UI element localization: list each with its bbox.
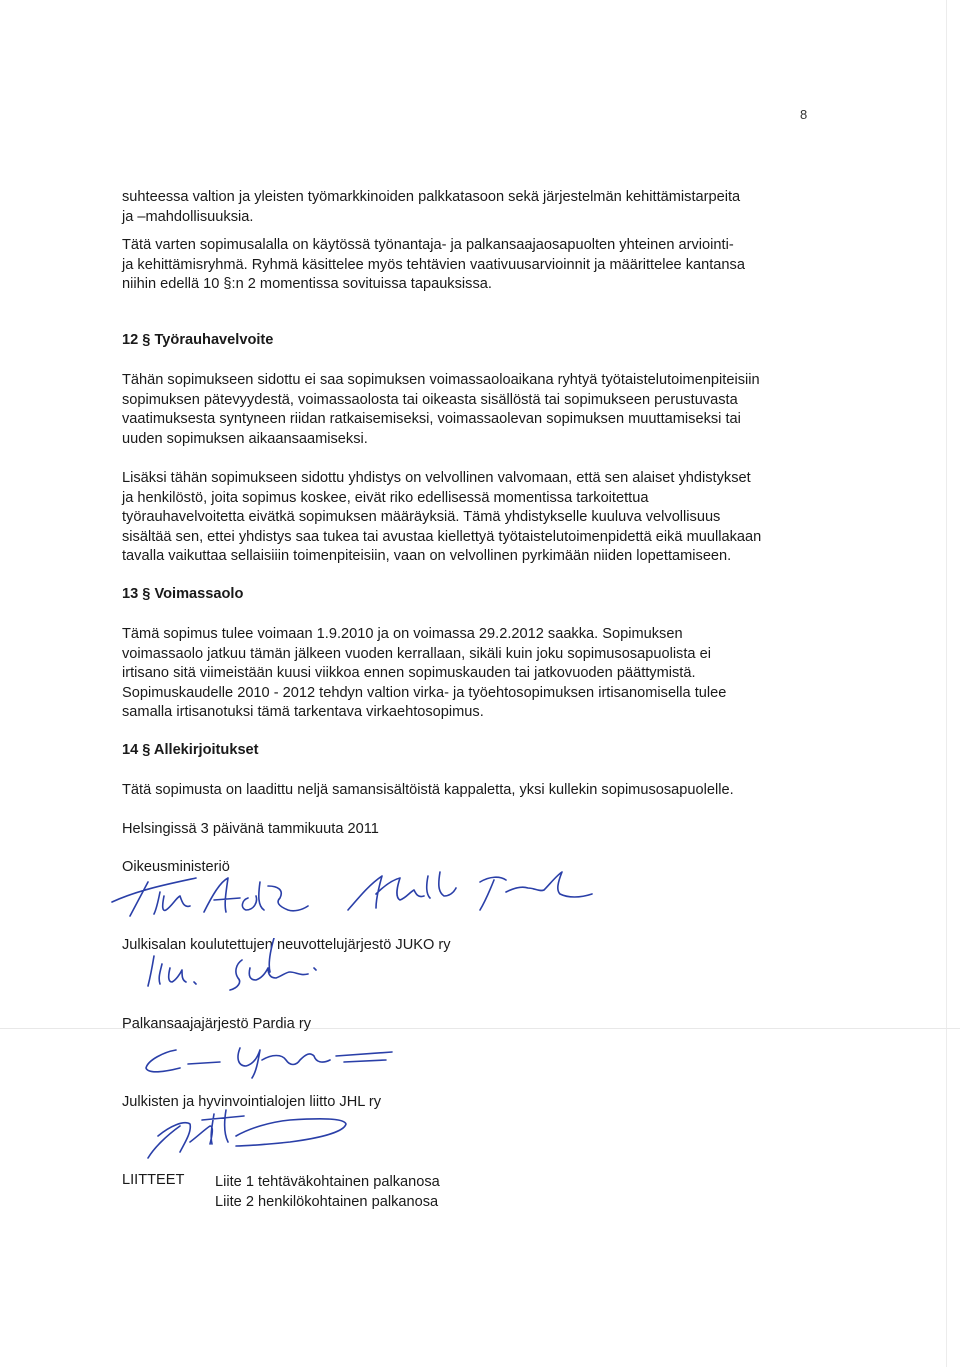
section-12-paragraph-1 bbox=[122, 371, 822, 449]
place-date bbox=[122, 820, 822, 840]
signatory-ministry: Oikeusministeriö bbox=[122, 859, 230, 875]
section-14-paragraph bbox=[122, 781, 822, 801]
section-12-paragraph-2 bbox=[122, 469, 822, 567]
signature-2 bbox=[330, 866, 600, 918]
text-line: vaatimuksesta syntyneen riidan ratkaisemiseksi, voimassaolevan sopimuksen muuttamiseksi tai bbox=[122, 411, 741, 428]
text-line: Tätä varten sopimusalalla on käytössä työnantaja- ja palkansaajaosapuolten yhteinen arviointi- bbox=[122, 237, 734, 254]
text-line: voimassaolo jatkuu tämän jälkeen vuoden kerrallaan, sikäli kuin joku sopimusosapuolista ei bbox=[122, 645, 711, 662]
attachment-item: Liite 2 henkilökohtainen palkanosa bbox=[215, 1194, 439, 1210]
text-line: irtisano sitä viimeistään kuusi viikkoa ennen sopimuskauden tai jatkovuoden päättymistä. bbox=[122, 665, 696, 682]
signature-3 bbox=[110, 938, 340, 998]
text-line: samalla irtisanotuksi tämä tarkentava virkaehtosopimus. bbox=[122, 704, 484, 721]
page-number: 8 bbox=[800, 107, 808, 122]
section-14-heading: 14 § Allekirjoitukset bbox=[122, 742, 259, 758]
text-line: niihin edellä 10 §:n 2 momentissa sovituissa tapauksissa. bbox=[122, 276, 492, 293]
intro-paragraph bbox=[122, 188, 822, 295]
text-line: Lisäksi tähän sopimukseen sidottu yhdistys on velvollinen valvomaan, että sen alaiset yhdistykset bbox=[122, 470, 751, 486]
text-line: uuden sopimuksen aikaansaamiseksi. bbox=[122, 430, 368, 447]
section-13-paragraph bbox=[122, 625, 822, 723]
signatory-jhl: Julkisten ja hyvinvointialojen liitto JHL ry bbox=[122, 1094, 382, 1110]
text-line: sopimuksen pätevyydestä, voimassaolosta tai oikeasta sisällöstä tai sopimukseen perustuvasta bbox=[122, 391, 738, 408]
text-line: tavalla vaikuttaa sellaisiiin toimenpiteisiin, vaan on velvollinen pyrkimään niiden lopettamiseen. bbox=[122, 548, 732, 565]
signatory-pardia: Palkansaajajärjestö Pardia ry bbox=[122, 1016, 312, 1032]
text-line: Helsingissä 3 päivänä tammikuuta 2011 bbox=[122, 821, 379, 837]
text-line: Sopimuskaudelle 2010 - 2012 tehdyn valtion virka- ja työehtosopimuksen irtisanomisella tulee bbox=[122, 684, 727, 701]
attachments-label: LIITTEET bbox=[122, 1172, 185, 1188]
text-line: ja henkilöstö, joita sopimus koskee, eivät riko edellisessä momentissa tarkoitettua bbox=[122, 489, 649, 506]
signature-1 bbox=[108, 872, 318, 920]
text-line: Tätä sopimusta on laadittu neljä samansisältöistä kappaletta, yksi kullekin sopimusosapuolelle. bbox=[122, 782, 734, 798]
text-line: ja kehittämisryhmä. Ryhmä käsittelee myös tehtävien vaativuusarvioinnit ja määrittelee kantansa bbox=[122, 256, 745, 273]
text-line: ja –mahdollisuuksia. bbox=[122, 208, 254, 225]
section-13-heading: 13 § Voimassaolo bbox=[122, 586, 244, 602]
section-12-heading: 12 § Työrauhavelvoite bbox=[122, 332, 274, 348]
signatory-juko: Julkisalan koulutettujen neuvottelujärjestö JUKO ry bbox=[122, 937, 451, 953]
signature-4 bbox=[140, 1036, 400, 1082]
page-edge-line bbox=[946, 0, 947, 1367]
attachment-item: Liite 1 tehtäväkohtainen palkanosa bbox=[215, 1174, 440, 1190]
text-line: sisältää sen, ettei yhdistys saa tukea tai avustaa kiellettyä työtaistelutoimenpidettä eikä muullakaan bbox=[122, 528, 762, 545]
text-line: työrauhavelvoitetta eivätkä sopimuksen määräyksiä. Tämä yhdistykselle kuuluva velvollisuus bbox=[122, 509, 721, 526]
text-line: Tämä sopimus tulee voimaan 1.9.2010 ja on voimassa 29.2.2012 saakka. Sopimuksen bbox=[122, 626, 683, 642]
text-line: Tähän sopimukseen sidottu ei saa sopimuksen voimassaoloaikana ryhtyä työtaistelutoimenpiteisiin bbox=[122, 372, 760, 388]
text-line: suhteessa valtion ja yleisten työmarkkinoiden palkkatasoon sekä järjestelmän kehittämistarpeita bbox=[122, 189, 741, 205]
signature-5 bbox=[140, 1096, 360, 1160]
attachments-list bbox=[215, 1172, 440, 1212]
